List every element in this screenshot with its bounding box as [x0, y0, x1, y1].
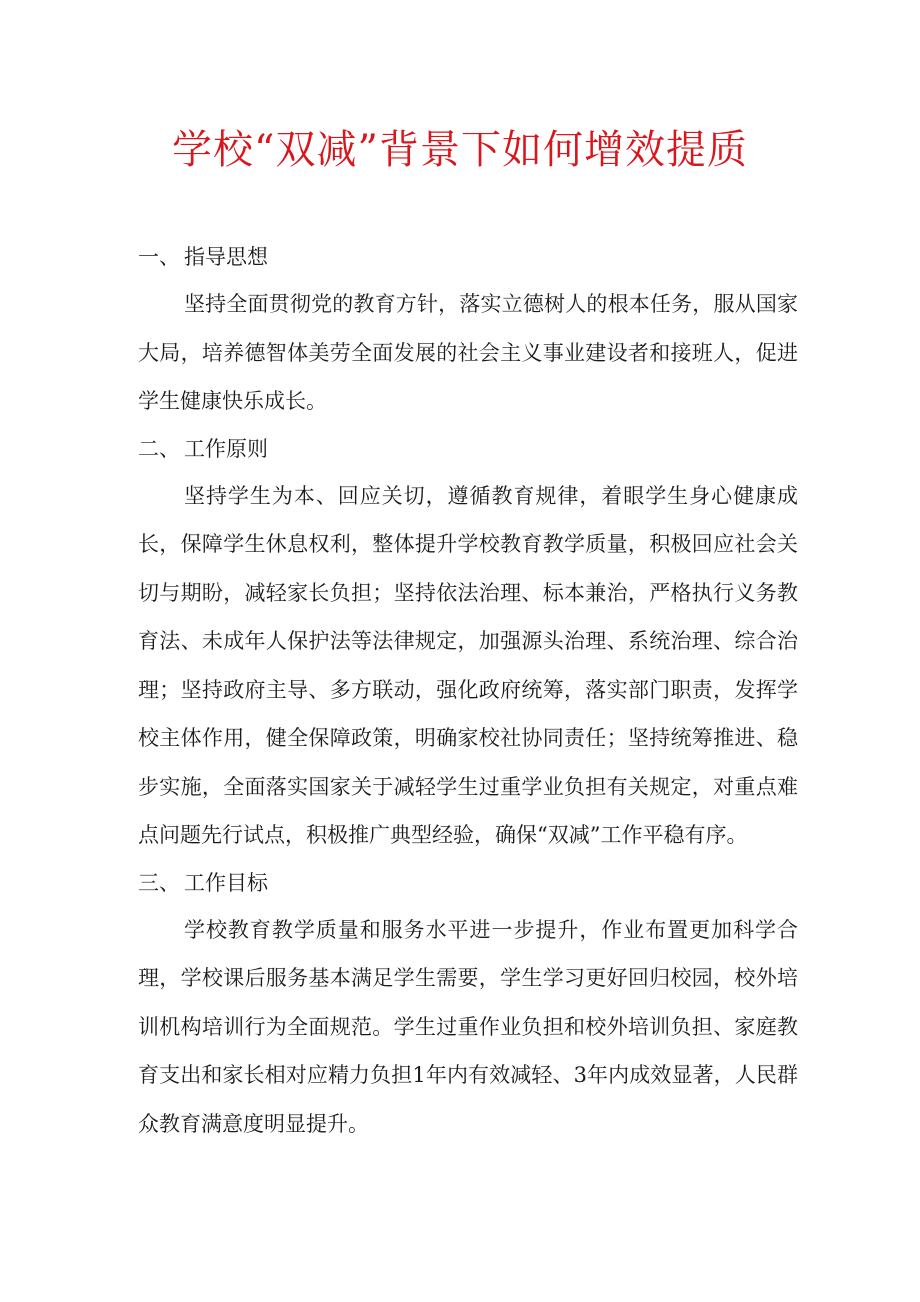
- section-heading-work-goals: [138, 862, 798, 904]
- section-title: 工作目标: [184, 870, 268, 895]
- section-number: 二、: [138, 436, 180, 461]
- section-number: 三、: [138, 870, 180, 895]
- section-title: 工作原则: [184, 436, 268, 461]
- section-heading-working-principles: [138, 428, 798, 470]
- section-paragraph: 坚持全面贯彻党的教育方针，落实立德树人的根本任务，服从国家大局，培养德智体美劳全面发展的社会主义事业建设者和接班人，促进学生健康快乐成长。: [138, 292, 798, 413]
- section-title: 指导思想: [184, 245, 268, 269]
- section-paragraph: 坚持学生为本、回应关切，遵循教育规律，着眼学生身心健康成长，保障学生休息权利，整体提升学校教育教学质量，积极回应社会关切与期盼，减轻家长负担；坚持依法治理、标本兼治，严格执行义务教育法、未成年人保护法等法律规定，加强源头治理、系统治理、综合治理；坚持政府主导、多方联动，强化政府统筹，落实部门职责，发挥学校主体作用，健全保障政策，明确家校社协同责任；坚持统筹推进、稳步实施，全面落实国家关于减轻学生过重学业负担有关规定，对重点难点问题先行试点，积极推广典型经验，确保“双减”工作平稳有序。: [138, 483, 798, 847]
- section-number: 一、: [138, 245, 180, 269]
- document-title: 学校“双减”背景下如何增效提质: [172, 127, 748, 173]
- document-body: [138, 236, 798, 1150]
- section-paragraph: 学校教育教学质量和服务水平进一步提升，作业布置更加科学合理，学校课后服务基本满足学生需要，学生学习更好回归校园，校外培训机构培训行为全面规范。学生过重作业负担和校外培训负担、家庭教育支出和家长相对应精力负担1年内有效减轻、3年内成效显著，人民群众教育满意度明显提升。: [138, 917, 798, 1136]
- section-heading-guiding-ideology: [138, 236, 798, 278]
